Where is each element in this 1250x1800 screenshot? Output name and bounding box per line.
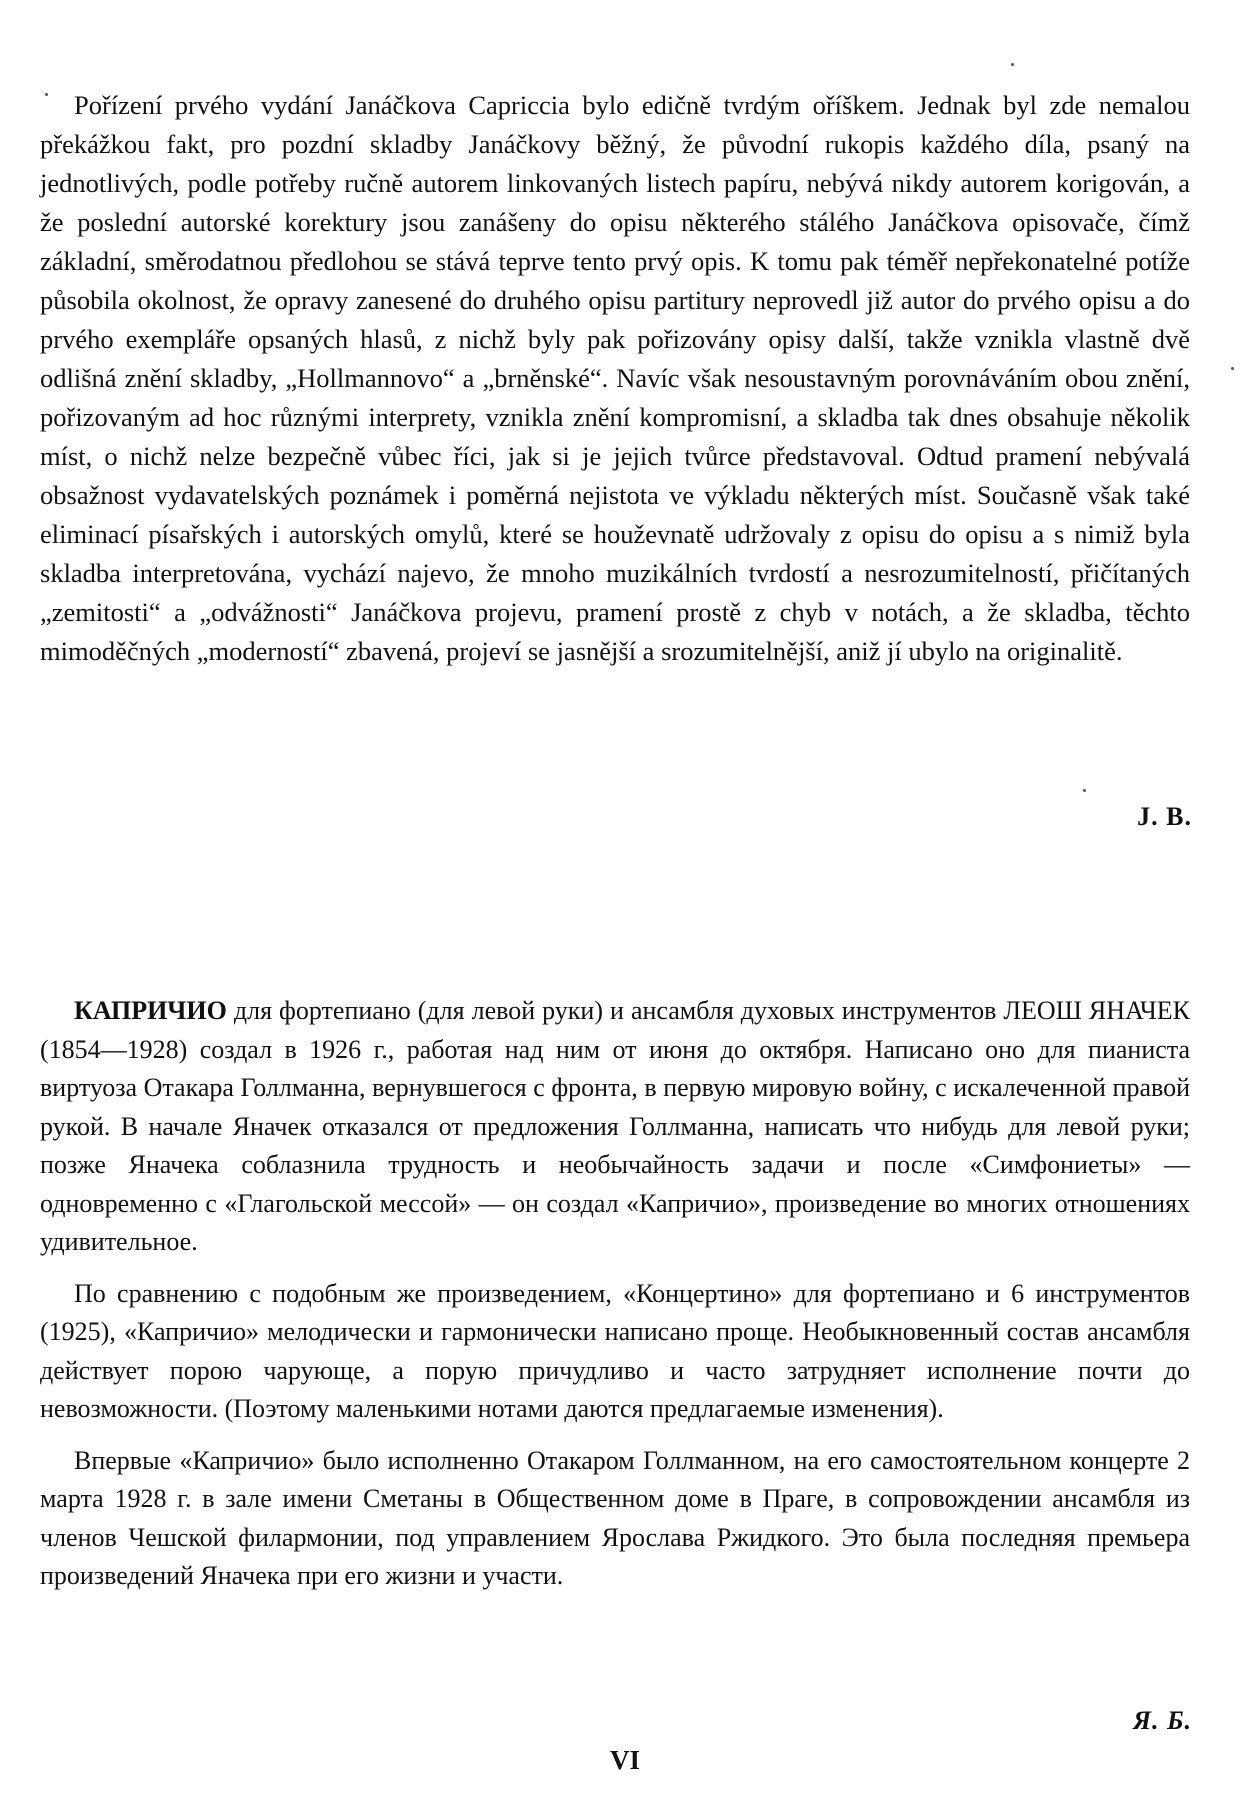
russian-editorial-note	[40, 992, 1190, 1609]
russian-paragraph-1	[40, 992, 1190, 1262]
print-speck	[1231, 367, 1234, 370]
print-speck	[1083, 789, 1086, 792]
work-title: КАПРИЧИО	[74, 996, 227, 1025]
czech-signature: J. B.	[1137, 802, 1192, 831]
czech-editorial-note	[40, 86, 1190, 671]
czech-paragraph: Pořízení prvého vydání Janáčkova Capriccia bylo edičně tvrdým oříškem. Jednak byl zde nemalou překážkou fakt, pro pozdní skladby Janáčkovy běžný, že původní rukopis každého díla, psaný na jednotlivých, podle potřeby ručně autorem linkovaných listech papíru, nebývá nikdy autorem korigován, a že poslední autorské korektury jsou zanášeny do opisu některého stálého Janáčkova opisovače, čímž základní, směrodatnou předlohou se stává teprve tento prvý opis. K tomu pak téměř nepřekonatelné potíže působila okolnost, že opravy zanesené do druhého opisu partitury neprovedl již autor do prvého opisu a do prvého exempláře opsaných hlasů, z nichž byly pak pořizovány opisy další, takže vznikla vlastně dvě odlišná znění skladby, „Hollmannovo“ a „brněnské“. Navíc však nesoustavným porovnáváním obou znění, pořizovaným ad hoc různými interprety, vznikla znění kompromisní, a skladba tak dnes obsahuje několik míst, o nichž nelze bezpečně vůbec říci, jak si je jejich tvůrce představoval. Odtud pramení nebývalá obsažnost vydavatelských poznámek i poměrná nejistota ve výkladu některých míst. Současně však také eliminací písařských i autorských omylů, které se houževnatě udržovaly z opisu do opisu a s nimiž byla skladba interpretována, vychází najevo, že mnoho muzikálních tvrdostí a nesrozumitelností, přičítaných „zemitosti“ a „odvážnosti“ Janáčkova projevu, pramení prostě z chyb v notách, a že skladba, těchto mimoděčných „moderností“ zbavená, projeví se jasnější a srozumitelnější, aniž jí ubylo na originalitě.	[40, 90, 1190, 666]
page-number: VI	[609, 1745, 640, 1775]
russian-paragraph-1-text: для фортепиано (для левой руки) и ансамбля духовых инструментов ЛЕОШ ЯНАЧЕК (1854—1928) создал в 1926 г., работая над ним от июня до октября. Написано оно для пианиста виртуоза Отакара Голлманна, вернувшегося с фронта, в первую мировую войну, с искалеченной правой рукой. В начале Яначек отказался от предложения Голлманна, написать что нибудь для левой руки; позже Яначека соблазнила трудность и необычайность задачи и после «Симфониеты» — одновременно с «Глагольской мессой» — он создал «Капричио», произведение во многих отношениях удивительное.	[40, 996, 1190, 1256]
russian-paragraph-3: Впервые «Капричио» было исполненно Отакаром Голлманном, на его самостоятельном концерте 2 марта 1928 г. в зале имени Сметаны в Общественном доме в Праге, в сопровождении ансамбля из членов Чешской филармонии, под управлением Ярослава Ржидкого. Это была последняя премьера произведений Яначека при его жизни и участи.	[40, 1445, 1190, 1590]
russian-signature: Я. Б.	[1133, 1706, 1192, 1735]
print-speck	[1011, 63, 1014, 66]
russian-paragraph-2: По сравнению с подобным же произведением, «Концертино» для фортепиано и 6 инструментов (1925), «Капричио» мелодически и гармонически написано проще. Необыкновенный состав ансамбля действует порою чарующе, а порую причудливо и часто затрудняет исполнение почти до невозможности. (Поэтому маленькими нотами даются предлагаемые изменения).	[40, 1278, 1190, 1423]
